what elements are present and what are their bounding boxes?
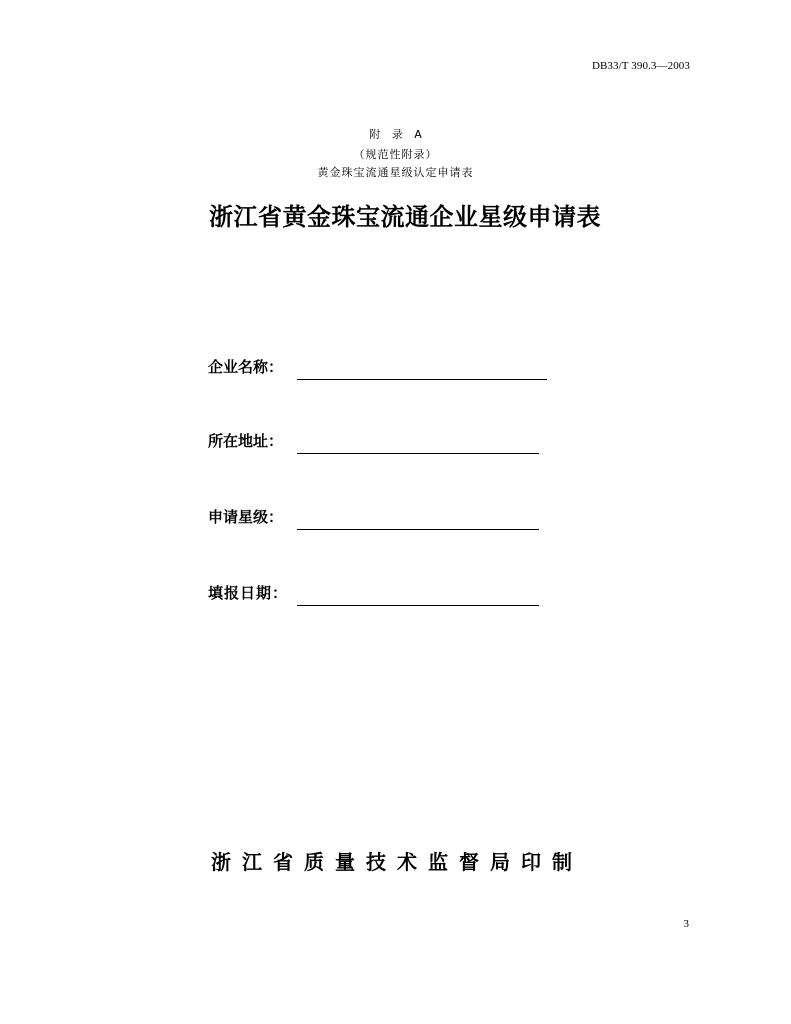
star-level-input-line[interactable] xyxy=(297,511,539,530)
address-input-line[interactable] xyxy=(297,435,539,454)
appendix-type: （规范性附录） xyxy=(353,148,438,161)
document-code: DB33/T 390.3—2003 xyxy=(591,60,690,72)
company-name-input-line[interactable] xyxy=(297,361,547,380)
company-name-label: 企业名称： xyxy=(208,358,284,376)
star-level-label: 申请星级： xyxy=(208,508,284,526)
address-label: 所在地址： xyxy=(208,432,284,450)
fill-date-label: 填报日期： xyxy=(208,584,289,602)
address-field xyxy=(208,430,283,452)
company-name-field xyxy=(208,356,283,378)
fill-date-input-line[interactable] xyxy=(297,587,539,606)
page-number: 3 xyxy=(683,918,689,930)
fill-date-field xyxy=(208,582,288,604)
star-level-field xyxy=(208,506,283,528)
form-title: 浙江省黄金珠宝流通企业星级申请表 xyxy=(209,202,601,231)
appendix-title: 黄金珠宝流通星级认定申请表 xyxy=(317,166,474,179)
issuer-text: 浙江省质量技术监督局印制 xyxy=(211,850,583,874)
appendix-label: 附 录 A xyxy=(369,128,426,141)
